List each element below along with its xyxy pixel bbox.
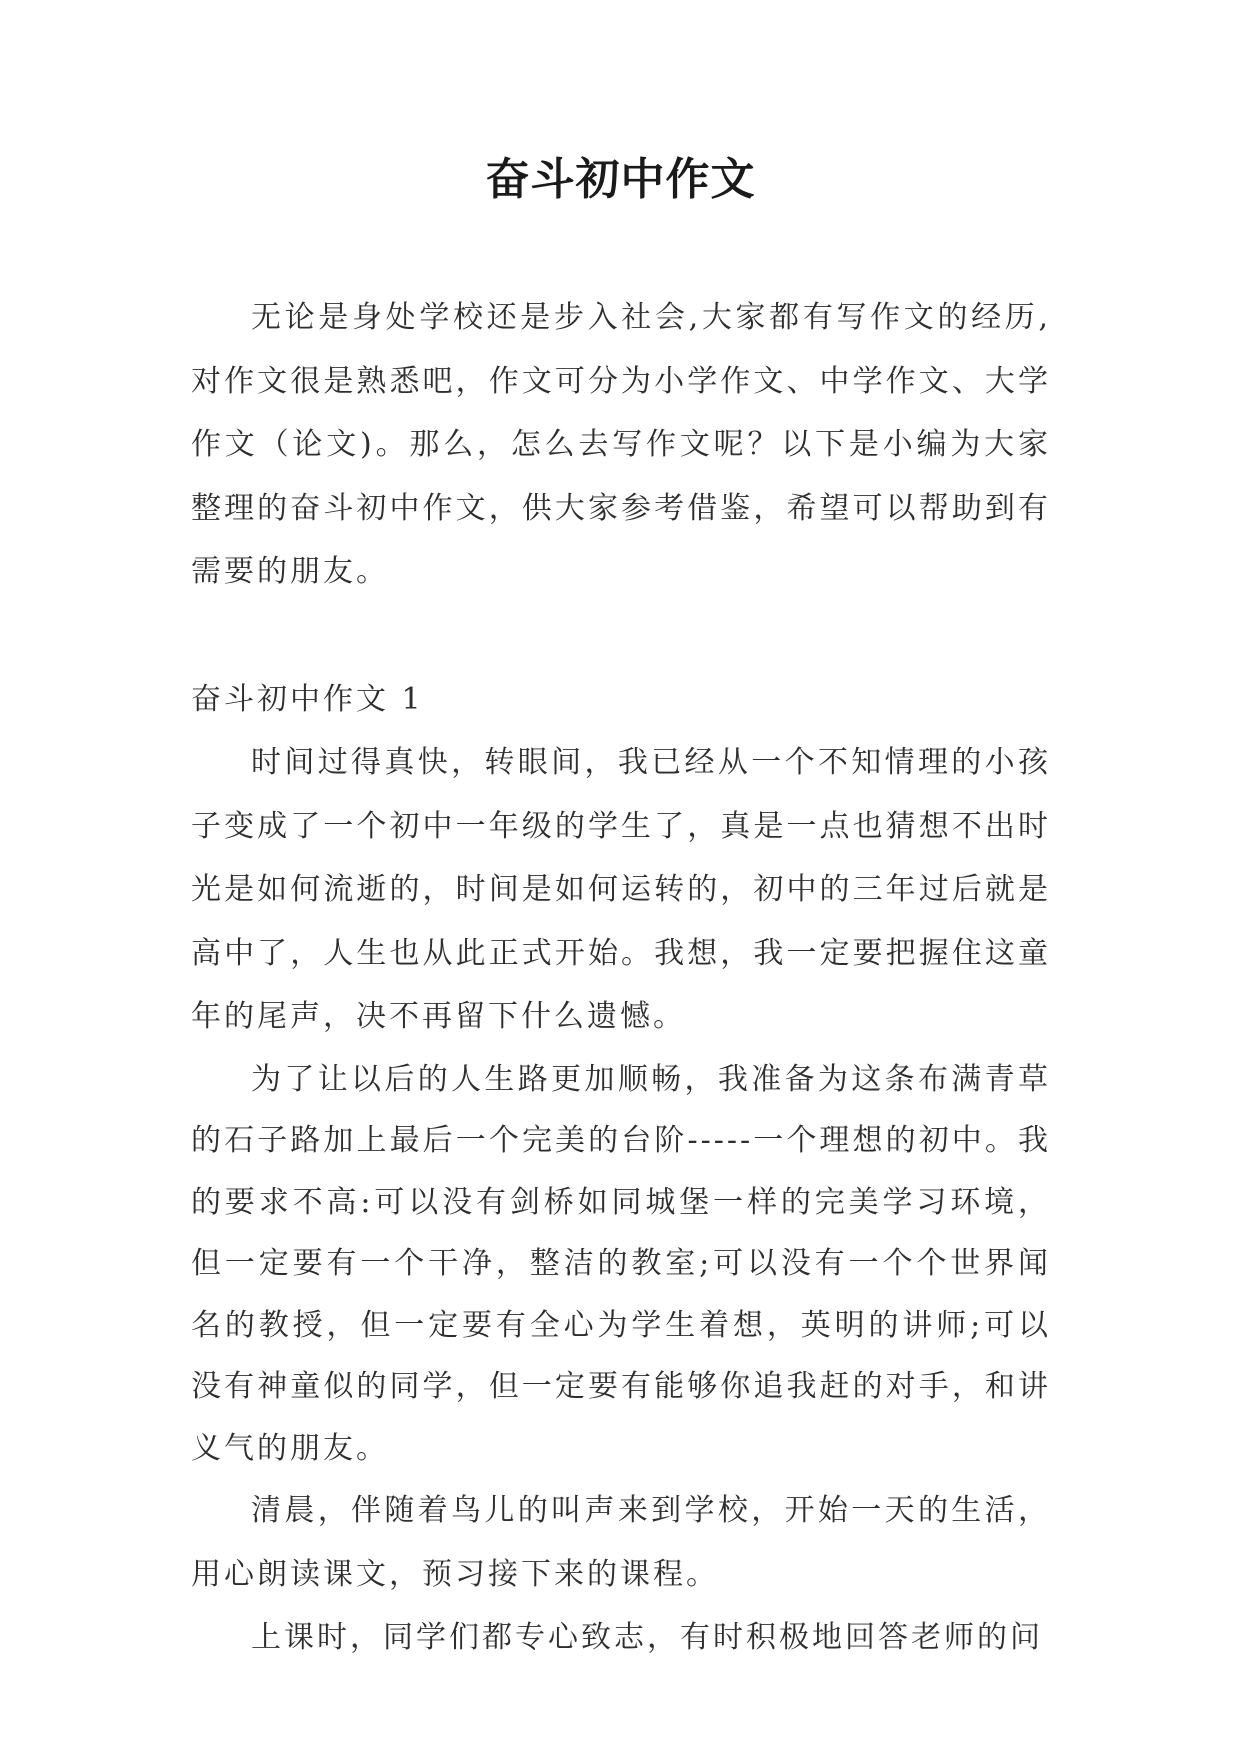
intro-paragraph: 无论是身处学校还是步入社会,大家都有写作文的经历,对作文很是熟悉吧，作文可分为小学作文、中学作文、大学作文（论文)。那么，怎么去写作文呢？以下是小编为大家整理的奋斗初中作文，供大家参考借鉴，希望可以帮助到有需要的朋友。 xyxy=(191,300,1051,589)
body-paragraph-3: 清晨，伴随着鸟儿的叫声来到学校，开始一天的生活，用心朗读课文，预习接下来的课程。 xyxy=(191,1493,1051,1592)
section-heading: 奋斗初中作文 1 xyxy=(191,681,424,717)
body-paragraph-4: 上课时，同学们都专心致志，有时积极地回答老师的问 xyxy=(251,1620,1043,1655)
body-paragraph-2: 为了让以后的人生路更加顺畅，我准备为这条布满青草的石子路加上最后一个完美的台阶-----一个理想的初中。我的要求不高:可以没有剑桥如同城堡一样的完美学习环境，但一定要有一个干净，整洁的教室;可以没有一个个世界闻名的教授，但一定要有全心为学生着想，英明的讲师;可以没有神童似的同学，但一定要有能够你追我赶的对手，和讲义气的朋友。 xyxy=(191,1061,1051,1466)
body-paragraph-1: 时间过得真快，转眼间，我已经从一个不知情理的小孩子变成了一个初中一年级的学生了，真是一点也猜想不出时光是如何流逝的，时间是如何运转的，初中的三年过后就是高中了，人生也从此正式开始。我想，我一定要把握住这童年的尾声，决不再留下什么遗憾。 xyxy=(191,745,1051,1034)
document-body xyxy=(191,286,1051,1670)
document-title: 奋斗初中作文 xyxy=(485,154,756,205)
